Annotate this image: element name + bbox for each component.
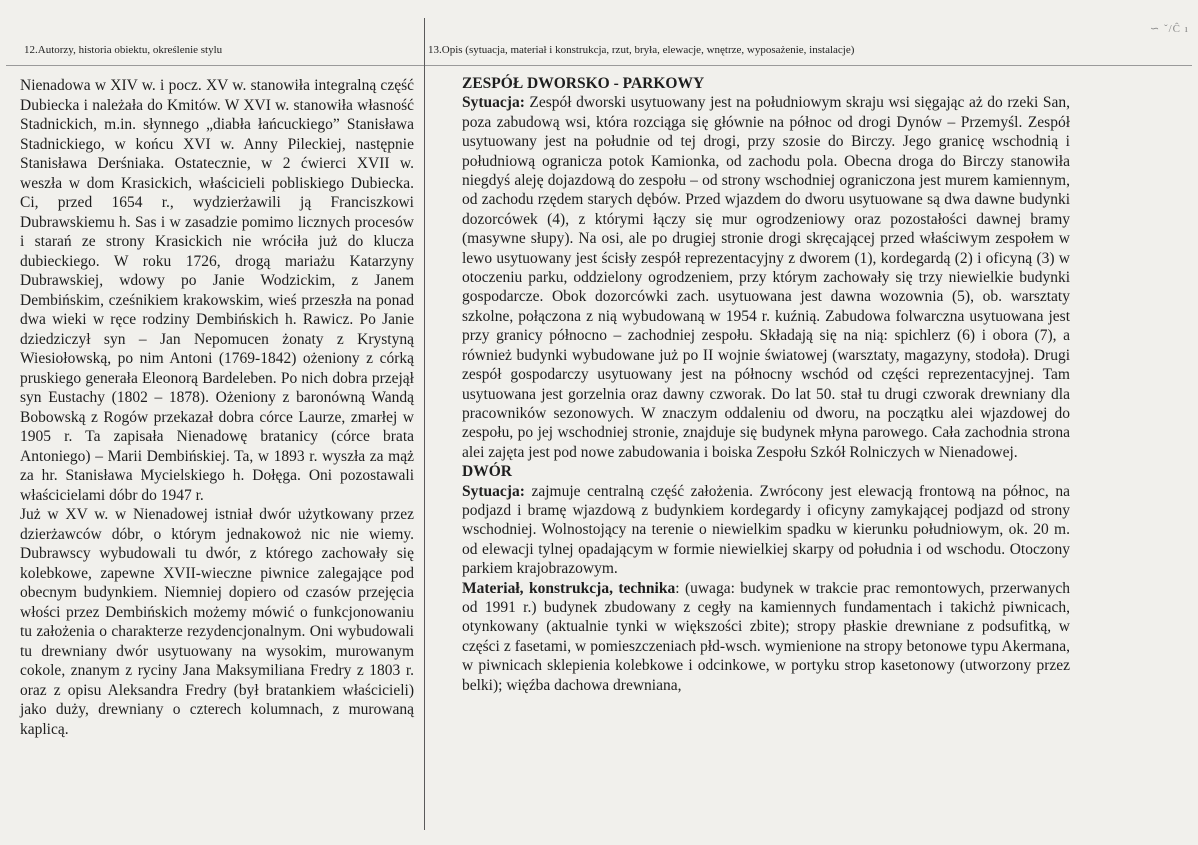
section-heading-complex: ZESPÓŁ DWORSKO - PARKOWY [462,75,705,92]
situation-text: Zespół dworski usytuowany jest na południowym skraju wsi sięgając aż do rzeki San, poza zabudową wsi, która rozciąga się głównie na północ od drogi Dynów – Przemyśl. Zespół usytuowany jest na południe od tej drogi, przy szosie do Birczy. Jego granicę wschodnią i południową ogranicza potok Kamionka, od zachodu pola. Obecna droga do Birczy stanowiła niegdyś aleję dojazdową do zespołu – od strony wschodniej ograniczona jest murem kamiennym, od zachodu rzędem starych dębów. Przed wjazdem do dworu usytuowane są dwa dawne budynki dozorcówek (4), z którymi łączy się mur ogrodzeniowy oraz pozostałości dawnej bramy (masywne słupy). Na osi, ale po drugiej stronie drogi skręcającej przed właściwym zespołem w lewo usytuowany jest ścisły zespół reprezentacyjny z dworem (1), kordegardą (2) i oficyną (3) w otoczeniu parku, oddzielony ogrodzeniem, przy którym zachowały się trzy niewielkie budynki gospodarcze. Obok dozorcówki zach. usytuowana jest dawna wozownia (5), ob. warsztaty szkolne, połączona z nią wybudowaną w 1954 r. kuźnią. Zabudowa folwarczna usytuowana jest przy granicy północno – zachodniej zespołu. Składają się na nią: spichlerz (6) i obora (7), a również budynki wybudowane już po II wojnie światowej (warsztaty, magazyny, stodoła). Drugi zespół gospodarczy usytuowany jest na północny wschód od części reprezentacyjnej. Tam usytuowana jest gorzelnia oraz dawny czworak. Do lat 50. stał tu drugi czworak drewniany dla pracowników sezonowych. W znaczym oddaleniu od dworu, na początku alei wjazdowej do zespołu, po jej wschodniej stronie, znajduje się budynek młyna parowego. Cała zachodnia strona alei zajęta jest pod nowe zabudowania i boiska Zespołu Szkół Rolniczych w Nienadowej. [462,94,1070,461]
section-heading-manor: DWÓR [462,463,512,481]
history-paragraph: Już w XV w. w Nienadowej istniał dwór użytkowany przez dzierżawców dóbr, o którym jednakowoż nic nie wiemy. Dubrawscy wybudowali tu dwór, z którego zachowały się kolebkowe, zapewne XVII-wieczne piwnice zalegające pod obecnym budynkiem. Niemniej dopiero od czasów przejęcia włości przez Dembińskich możemy mówić o funkcjonowaniu tu założenia o charakterze rezydencjonalnym. Oni wybudowali tu drewniany dwór usytuowany na wysokim, murowanym cokole, znanym z ryciny Jana Maksymiliana Fredry z 1803 r. oraz z opisu Aleksandra Fredry (był bratankiem właścicieli) jako duży, drewniany o czterech kolumnach, z murowaną kaplicą. [20,506,414,738]
situation-label: Sytuacja: [462,94,525,112]
description-column [462,74,1070,695]
right-column-header: 13.Opis (sytuacja, materiał i konstrukcja, rzut, bryła, elewacje, wnętrze, wyposażenie, instalacje) [428,44,855,56]
history-column [20,76,414,739]
column-divider [424,18,425,830]
manor-situation-text: zajmuje centralną część założenia. Zwrócony jest elewacją frontową na północ, na podjazd i bramę wjazdową z budynkiem kordegardy i oficyny zamykającej podjazd od strony wschodniej. Wolnostojący na terenie o niewielkim spadku w kierunku południowym, ok. 20 m. od elewacji tylnej opadającym w formie niewielkiej skarpy od południa i od wschodu. Otoczony parkiem krajobrazowym. [462,482,1070,578]
history-paragraph: Nienadowa w XIV w. i pocz. XV w. stanowiła integralną część Dubiecka i należała do Kmitów. W XVI w. stanowiła własność Stadnickich, m.in. słynnego „diabła łańcuckiego” Stanisława Stadnickiego, w końcu XVI w. Anny Pileckiej, następnie Stanisława Derśniaka. Ostatecznie, w 2 ćwierci XVII w. weszła w dom Krasickich, właścicieli pobliskiego Dubiecka. Ci, przed 1654 r., wydzierżawili ją Franciszkowi Dubrawskiemu h. Sas i w zasadzie pomimo licznych procesów i starań ze strony Krasickich nie wróciła już do klucza dubieckiego. W roku 1726, drogą mariażu Katarzyny Dubrawskiej, wdowy po Janie Wodzickim, z Janem Dembińskim, cześnikiem krakowskim, wieś przeszła na ponad dwa wieki w ręce rodziny Dembińskich h. Rawicz. Po Janie dziedziczył syn – Jan Nepomucen żonaty z Krystyną Wiesiołowską, po nim Antoni (1769-1842) ożeniony z córką pruskiego generała Eleonorą Bardeleben. Po nich dobra przejął syn Eustachy (1802 – 1878). Ożeniony z baronówną Wandą Bobowską z Rogów przekazał dobra córce Laurze, zmarłej w 1905 r. Ta zapisała Nienadowę bratanicy (córce brata Antoniego) – Marii Dembińskiej. Ta, w 1893 r. wyszła za mąż za hr. Stanisława Mycielskiego h. Dołęga. Oni pozostawali właścicielami dóbr do 1947 r. [20,77,414,504]
material-text: : (uwaga: budynek w trakcie prac remontowych, przerwanych od 1991 r.) budynek zbudowany z cegły na kamiennych fundamentach i takichż piwnicach, otynkowany (aktualnie tynki w większości zbite); stropy płaskie drewniane z podsufitką, w części z fasetami, w pomieszczeniach płd-wsch. wymienione na stropy betonowe typu Akermana, w piwnicach sklepienia kolebkowe i odcinkowe, w portyku strop kasetonowy (utworzony przez belki); więźba dachowa drewniana, [462,579,1070,694]
material-paragraph [462,579,1070,695]
left-header-rule [6,65,424,66]
manor-situation-label: Sytuacja: [462,482,525,500]
left-column-header: 12.Autorzy, historia obiektu, określenie stylu [24,44,223,56]
corner-pencil-mark: ∽ ˇ/Ĉ ı [1150,23,1189,35]
material-label: Materiał, konstrukcja, technika [462,579,676,597]
right-header-rule [425,65,1192,66]
situation-paragraph [462,93,1070,462]
manor-situation-paragraph [462,482,1070,579]
